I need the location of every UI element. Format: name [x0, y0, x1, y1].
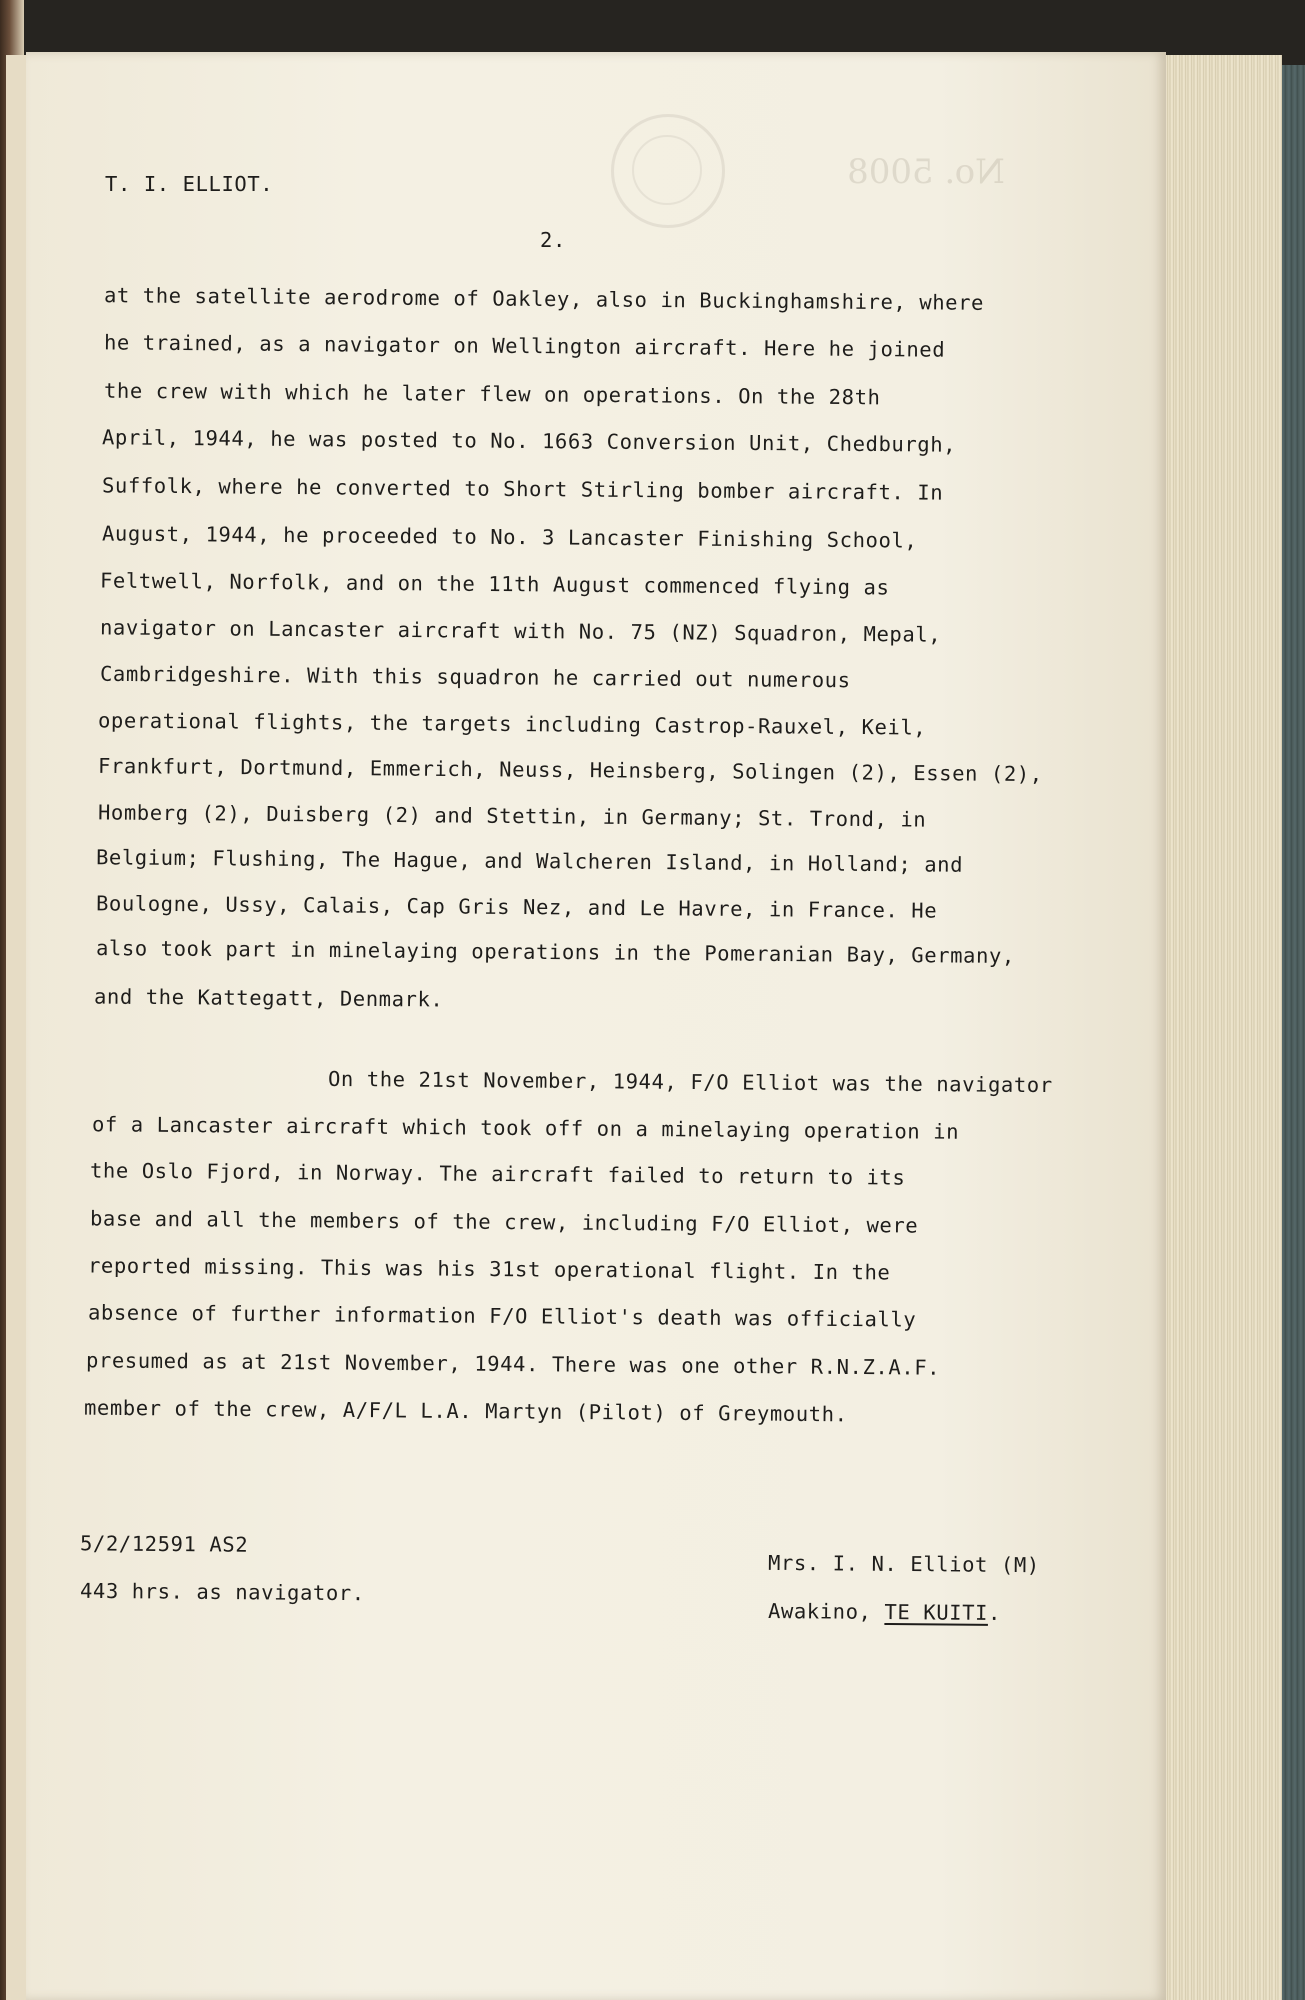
flying-hours: 443 hrs. as navigator. [79, 1578, 365, 1606]
text-line: and the Kattegatt, Denmark. [93, 984, 444, 1012]
text-line: Feltwell, Norfolk, and on the 11th August commenced flying as [99, 568, 890, 600]
text-line: presumed as at 21st November, 1944. There was one other R.N.Z.A.F. [85, 1348, 941, 1380]
text-line: Cambridgeshire. With this squadron he carried out numerous [99, 661, 851, 693]
next-of-kin-address [768, 1599, 1001, 1625]
page-number: 2. [540, 228, 566, 252]
page-edges [1160, 55, 1282, 2000]
text-line: Belgium; Flushing, The Hague, and Walcheren Island, in Holland; and [95, 845, 964, 877]
text-line: navigator on Lancaster aircraft with No. 75 (NZ) Squadron, Mepal, [99, 615, 942, 647]
text-line: also took part in minelaying operations in the Pomeranian Bay, Germany, [95, 935, 1015, 969]
text-line: he trained, as a navigator on Wellington aircraft. Here he joined [103, 330, 946, 362]
text-line: of a Lancaster aircraft which took off on a minelaying operation in [91, 1112, 960, 1144]
file-reference: 5/2/12591 AS2 [79, 1531, 249, 1557]
watermark-seal [611, 114, 725, 228]
watermark-number: No. 5008 [847, 152, 1005, 192]
text-line: Boulogne, Ussy, Calais, Cap Gris Nez, and Le Havre, in France. He [95, 891, 938, 923]
address-place: TE KUITI [884, 1600, 989, 1625]
text-line: August, 1944, he proceeded to No. 3 Lancaster Finishing School, [101, 521, 918, 553]
next-of-kin-name: Mrs. I. N. Elliot (M) [767, 1550, 1040, 1578]
address-prefix: Awakino, [767, 1598, 885, 1624]
text-line: April, 1944, he was posted to No. 1663 Conversion Unit, Chedburgh, [101, 425, 957, 457]
text-line: Suffolk, where he converted to Short Stirling bomber aircraft. In [101, 473, 944, 505]
document-page [26, 52, 1166, 2000]
text-line: Frankfurt, Dortmund, Emmerich, Neuss, Heinsberg, Solingen (2), Essen (2), [97, 753, 1043, 787]
text-line: reported missing. This was his 31st operational flight. In the [87, 1253, 891, 1285]
address-suffix: . [987, 1600, 1002, 1626]
text-line: the Oslo Fjord, in Norway. The aircraft failed to return to its [89, 1158, 906, 1190]
text-line: Homberg (2), Duisberg (2) and Stettin, in Germany; St. Trond, in [97, 800, 927, 832]
text-line: On the 21st November, 1944, F/O Elliot was the navigator [327, 1066, 1053, 1098]
text-line: base and all the members of the crew, including F/O Elliot, were [89, 1206, 919, 1238]
text-line: absence of further information F/O Elliot's death was officially [87, 1300, 917, 1332]
header: T. I. ELLIOT. [105, 172, 274, 196]
text-line: member of the crew, A/F/L L.A. Martyn (Pilot) of Greymouth. [83, 1395, 848, 1427]
text-line: the crew with which he later flew on operations. On the 28th [103, 378, 881, 410]
text-line: at the satellite aerodrome of Oakley, also in Buckinghamshire, where [103, 283, 985, 315]
text-line: operational flights, the targets including Castrop-Rauxel, Keil, [97, 708, 927, 740]
